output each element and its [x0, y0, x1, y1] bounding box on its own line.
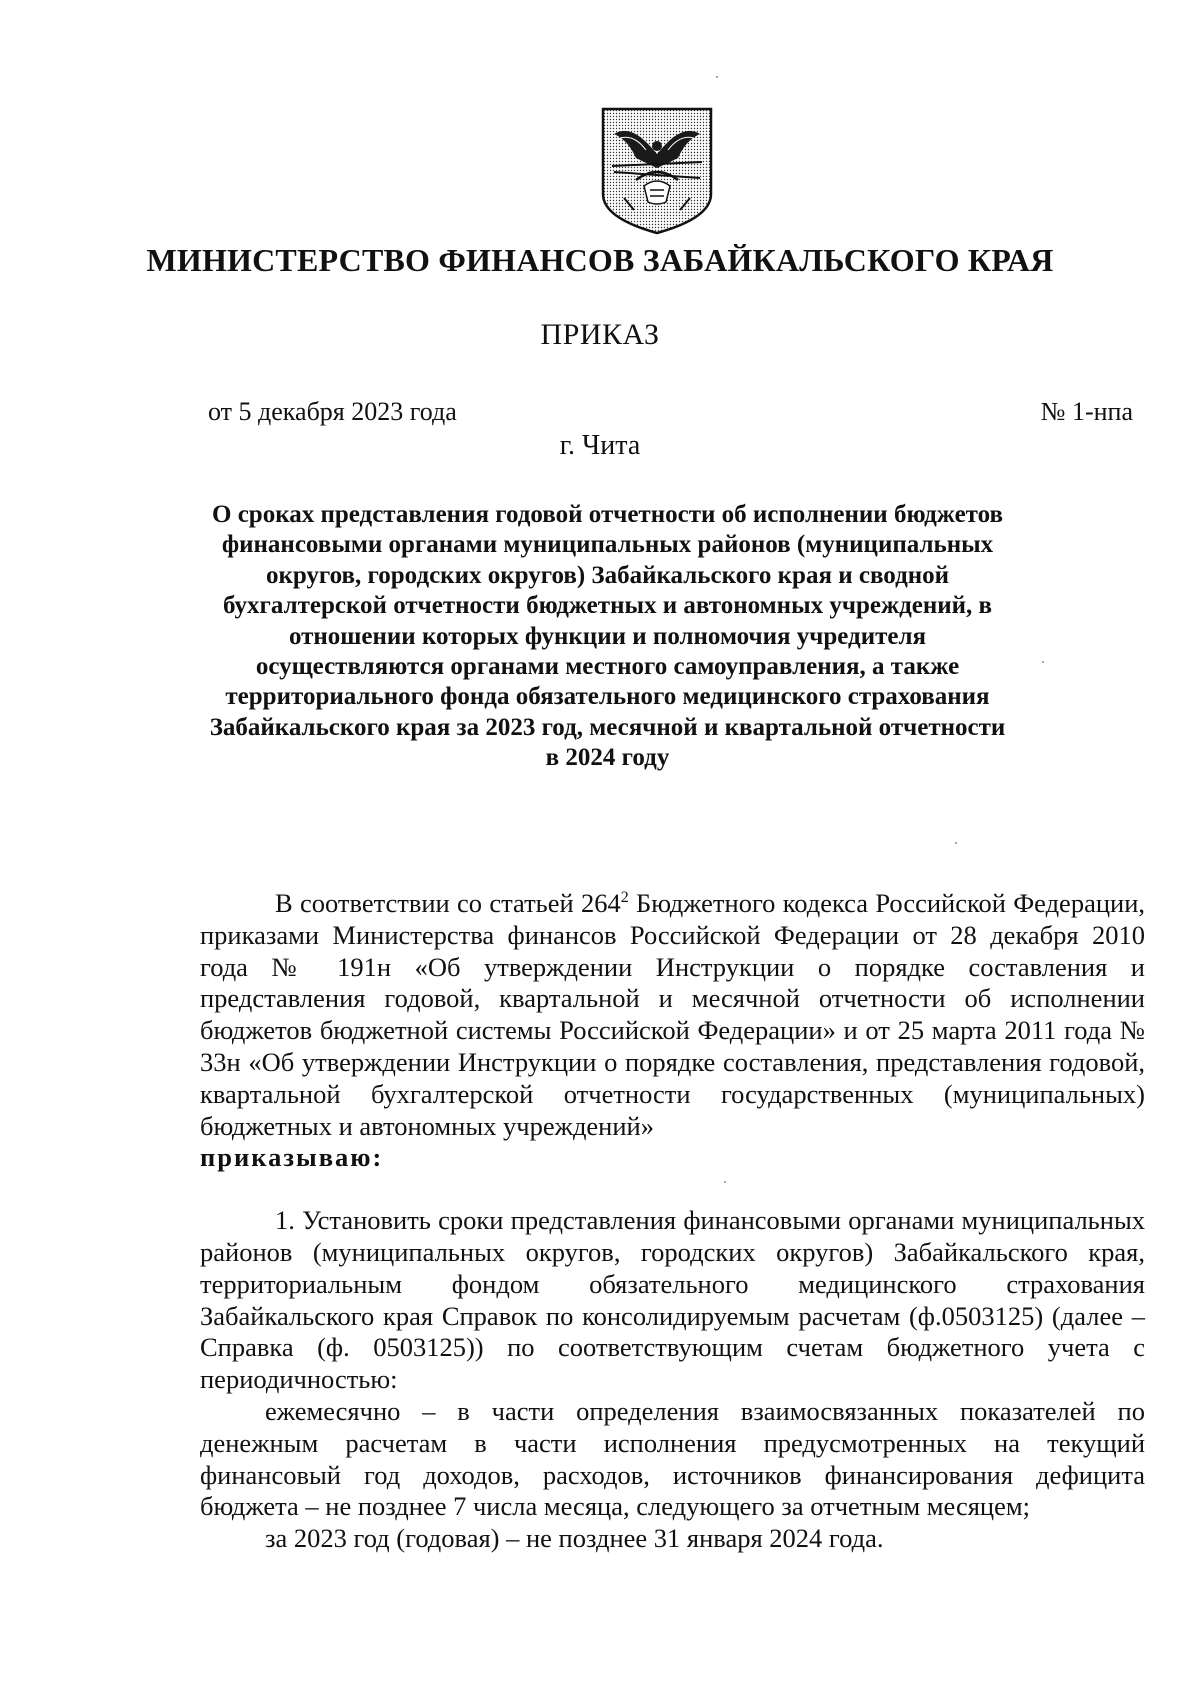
- preamble-rest: Бюджетного кодекса Российской Федерации, приказами Министерства финансов Российской Федерации от 28 декабря 2010 года № 191н «Об утверждении Инструкции о порядке составления и представления годовой, квартальной и месячной отчетности об исполнении бюджетов бюджетной системы Российской Федерации» и от 25 марта 2011 года № 33н «Об утверждении Инструкции о порядке составления, представления годовой, квартальной бухгалтерской отчетности государственных (муниципальных) бюджетных и автономных учреждений»: [200, 888, 1146, 1141]
- title-line: осуществляются органами местного самоуправления, а также: [255, 653, 960, 681]
- order-colon: :: [372, 1142, 384, 1173]
- document-number: № 1-нпа: [1040, 397, 1133, 426]
- scan-speck: [716, 76, 718, 78]
- document-type: ПРИКАЗ: [540, 318, 660, 351]
- item-1-annual-paragraph: за 2023 год (годовая) – не позднее 31 января 2024 года.: [265, 1523, 884, 1554]
- title-line: финансовыми органами муниципальных районов (муниципальных: [221, 531, 994, 559]
- document-body: [200, 888, 1145, 1555]
- order-word: приказываю: [200, 1142, 373, 1173]
- title-line: бухгалтерской отчетности бюджетных и автономных учреждений, в: [222, 592, 993, 620]
- title-line: территориального фонда обязательного медицинского страхования: [225, 683, 990, 711]
- scan-speck: [724, 1181, 726, 1183]
- title-line: отношении которых функции и полномочия учредителя: [288, 622, 927, 650]
- preamble-start: В соответствии со статьей 264: [275, 888, 621, 918]
- item-1-monthly-paragraph: ежемесячно – в части определения взаимосвязанных показателей по денежным расчетам в части исполнения предусмотренных на текущий финансовый год доходов, расходов, источников финансирования дефицита бюджета – не позднее 7 числа месяца, следующего за отчетным месяцем;: [200, 1395, 1145, 1522]
- title-line: округов, городских округов) Забайкальского края и сводной: [265, 561, 950, 589]
- ministry-name: МИНИСТЕРСТВО ФИНАНСОВ ЗАБАЙКАЛЬСКОГО КРАЯ: [146, 242, 1054, 278]
- scan-speck: [1042, 661, 1044, 663]
- zabaykalsky-krai-coat-of-arms-icon: [600, 106, 714, 236]
- title-line: в 2024 году: [545, 744, 670, 772]
- document-title: [200, 500, 1015, 774]
- article-superscript: 2: [620, 889, 629, 907]
- item-1-paragraph: 1. Установить сроки представления финансовыми органами муниципальных районов (муниципальных округов, городских округов) Забайкальского края, территориальным фондом обязательного медицинского страхования Забайкальского края Справок по консолидируемым расчетам (ф.0503125) (далее – Справка (ф. 0503125)) по соответствующим счетам бюджетного учета с периодичностью:: [200, 1205, 1145, 1395]
- document-date: от 5 декабря 2023 года: [208, 397, 457, 426]
- document-city: г. Чита: [559, 430, 641, 461]
- preamble-paragraph: [200, 888, 1145, 1174]
- title-line: Забайкальского края за 2023 год, месячной и квартальной отчетности: [209, 713, 1006, 741]
- title-line: О сроках представления годовой отчетности об исполнении бюджетов: [212, 501, 1003, 528]
- scan-speck: [955, 842, 957, 844]
